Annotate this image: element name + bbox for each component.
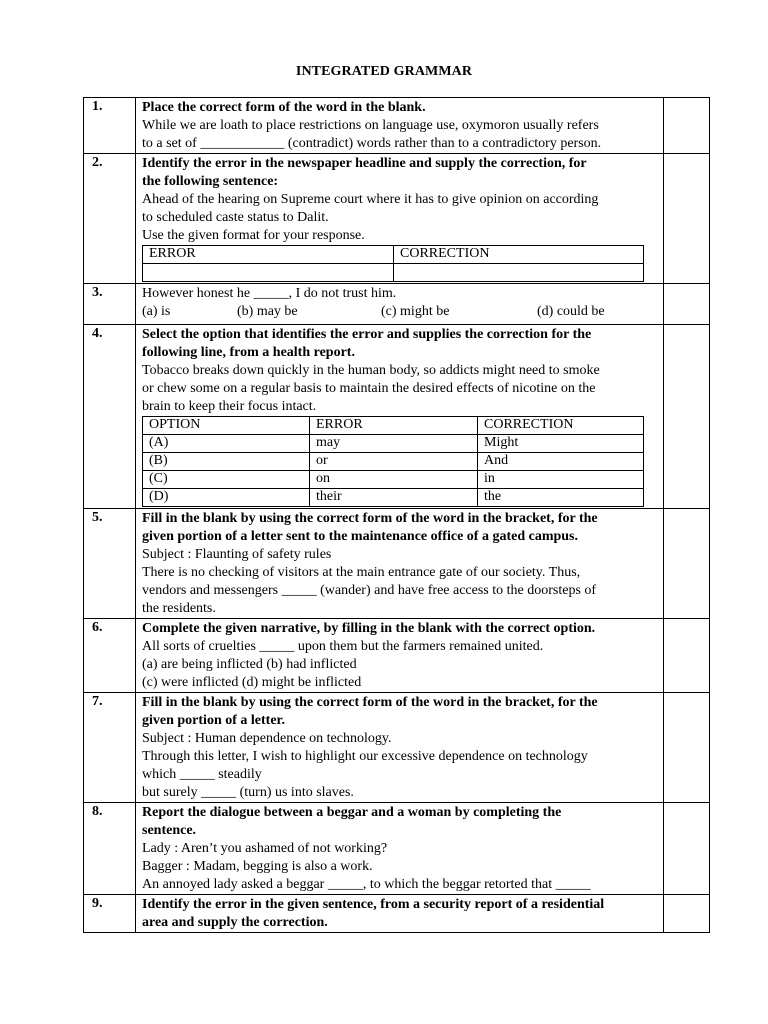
- question-text: Lady : Aren’t you ashamed of not working?: [142, 841, 388, 856]
- question-instruction: Report the dialogue between a beggar and a woman by completing the: [142, 805, 562, 820]
- answer-cell[interactable]: [664, 619, 710, 693]
- question-text: While we are loath to place restrictions on language use, oxymoron usually refers: [142, 118, 599, 133]
- question-row-5: [84, 509, 710, 619]
- table-cell: (B): [143, 453, 310, 471]
- question-text: brain to keep their focus intact.: [142, 399, 317, 414]
- table-cell: or: [310, 453, 478, 471]
- question-instruction: Identify the error in the given sentence, from a security report of a residential: [142, 897, 605, 912]
- correction-input-cell[interactable]: [394, 264, 644, 282]
- question-number: 2.: [92, 155, 103, 170]
- question-instruction: Place the correct form of the word in the blank.: [142, 100, 426, 115]
- table-row[interactable]: [143, 489, 644, 507]
- questions-table: [83, 97, 710, 933]
- question-number: 8.: [92, 804, 103, 819]
- error-input-cell[interactable]: [143, 264, 394, 282]
- question-number: 7.: [92, 694, 103, 709]
- table-cell: (A): [143, 435, 310, 453]
- question-instruction: Fill in the blank by using the correct form of the word in the bracket, for the: [142, 695, 598, 710]
- answer-cell[interactable]: [664, 693, 710, 803]
- table-header: CORRECTION: [394, 246, 644, 264]
- answer-cell[interactable]: [664, 325, 710, 509]
- question-instruction: the following sentence:: [142, 174, 279, 189]
- question-instruction: Identify the error in the newspaper headline and supply the correction, for: [142, 156, 587, 171]
- question-content: [136, 509, 664, 619]
- question-row-8: [84, 803, 710, 895]
- question-text: Tobacco breaks down quickly in the human body, so addicts might need to smoke: [142, 363, 600, 378]
- table-cell: (C): [143, 471, 310, 489]
- table-cell: on: [310, 471, 478, 489]
- question-instruction: following line, from a health report.: [142, 345, 355, 360]
- question-text: which _____ steadily: [142, 767, 262, 782]
- question-text: the residents.: [142, 601, 216, 616]
- option-b[interactable]: (b) may be: [237, 304, 298, 319]
- question-text: Subject : Flaunting of safety rules: [142, 547, 332, 562]
- question-instruction: sentence.: [142, 823, 197, 838]
- question-text: However honest he _____, I do not trust him.: [142, 286, 397, 301]
- question-content: [136, 693, 664, 803]
- question-text: Ahead of the hearing on Supreme court where it has to give opinion on according: [142, 192, 599, 207]
- table-header-row: [143, 417, 644, 435]
- question-text: to a set of ____________ (contradict) words rather than to a contradictory person.: [142, 136, 602, 151]
- table-cell: And: [478, 453, 644, 471]
- question-row-4: [84, 325, 710, 509]
- question-number: 9.: [92, 896, 103, 911]
- question-text: All sorts of cruelties _____ upon them but the farmers remained united.: [142, 639, 544, 654]
- table-cell: may: [310, 435, 478, 453]
- question-row-2: [84, 154, 710, 284]
- question-text: but surely _____ (turn) us into slaves.: [142, 785, 354, 800]
- table-row[interactable]: [143, 471, 644, 489]
- question-instruction: Fill in the blank by using the correct form of the word in the bracket, for the: [142, 511, 598, 526]
- question-text: to scheduled caste status to Dalit.: [142, 210, 329, 225]
- question-text: Subject : Human dependence on technology.: [142, 731, 392, 746]
- answer-cell[interactable]: [664, 803, 710, 895]
- question-instruction: given portion of a letter.: [142, 713, 285, 728]
- table-cell: their: [310, 489, 478, 507]
- question-row-3: [84, 284, 710, 325]
- question-content: [136, 98, 664, 154]
- table-row[interactable]: [143, 435, 644, 453]
- question-text: Through this letter, I wish to highlight our excessive dependence on technology: [142, 749, 588, 764]
- question-number: 1.: [92, 99, 103, 114]
- question-row-9: [84, 895, 710, 933]
- question-content: [136, 619, 664, 693]
- answer-cell[interactable]: [664, 895, 710, 933]
- table-cell: (D): [143, 489, 310, 507]
- page-title: INTEGRATED GRAMMAR: [295, 64, 473, 79]
- question-content: [136, 803, 664, 895]
- question-instruction: Complete the given narrative, by filling in the blank with the correct option.: [142, 621, 596, 636]
- question-number: 6.: [92, 620, 103, 635]
- question-text: There is no checking of visitors at the main entrance gate of our society. Thus,: [142, 565, 581, 580]
- question-number: 4.: [92, 326, 103, 341]
- question-text: An annoyed lady asked a beggar _____, to which the beggar retorted that _____: [142, 877, 591, 892]
- error-correction-table: [142, 245, 644, 282]
- table-row[interactable]: [143, 453, 644, 471]
- table-header: CORRECTION: [478, 417, 644, 435]
- answer-options: [142, 303, 657, 321]
- question-text: Bagger : Madam, begging is also a work.: [142, 859, 373, 874]
- table-cell: in: [478, 471, 644, 489]
- answer-cell[interactable]: [664, 98, 710, 154]
- question-row-7: [84, 693, 710, 803]
- question-number: 3.: [92, 285, 103, 300]
- question-instruction: Select the option that identifies the error and supplies the correction for the: [142, 327, 592, 342]
- option-c[interactable]: (c) might be: [381, 304, 450, 319]
- answer-options: (a) are being inflicted (b) had inflicted: [142, 657, 357, 672]
- question-content: [136, 154, 664, 284]
- table-cell: Might: [478, 435, 644, 453]
- question-row-6: [84, 619, 710, 693]
- question-instruction: given portion of a letter sent to the maintenance office of a gated campus.: [142, 529, 579, 544]
- question-text: Use the given format for your response.: [142, 228, 365, 243]
- question-content: [136, 325, 664, 509]
- question-content: [136, 284, 664, 325]
- question-text: vendors and messengers _____ (wander) and have free access to the doorsteps of: [142, 583, 597, 598]
- question-text: or chew some on a regular basis to maintain the desired effects of nicotine on the: [142, 381, 596, 396]
- option-a[interactable]: (a) is: [142, 304, 171, 319]
- question-instruction: area and supply the correction.: [142, 915, 328, 930]
- question-content: [136, 895, 664, 933]
- answer-options: (c) were inflicted (d) might be inflicted: [142, 675, 362, 690]
- table-header: ERROR: [310, 417, 478, 435]
- answer-cell[interactable]: [664, 154, 710, 284]
- answer-cell[interactable]: [664, 509, 710, 619]
- table-header: OPTION: [143, 417, 310, 435]
- table-header: ERROR: [143, 246, 394, 264]
- answer-cell[interactable]: [664, 284, 710, 325]
- options-table: [142, 416, 644, 507]
- option-d[interactable]: (d) could be: [537, 304, 605, 319]
- table-cell: the: [478, 489, 644, 507]
- question-number: 5.: [92, 510, 103, 525]
- question-row-1: [84, 98, 710, 154]
